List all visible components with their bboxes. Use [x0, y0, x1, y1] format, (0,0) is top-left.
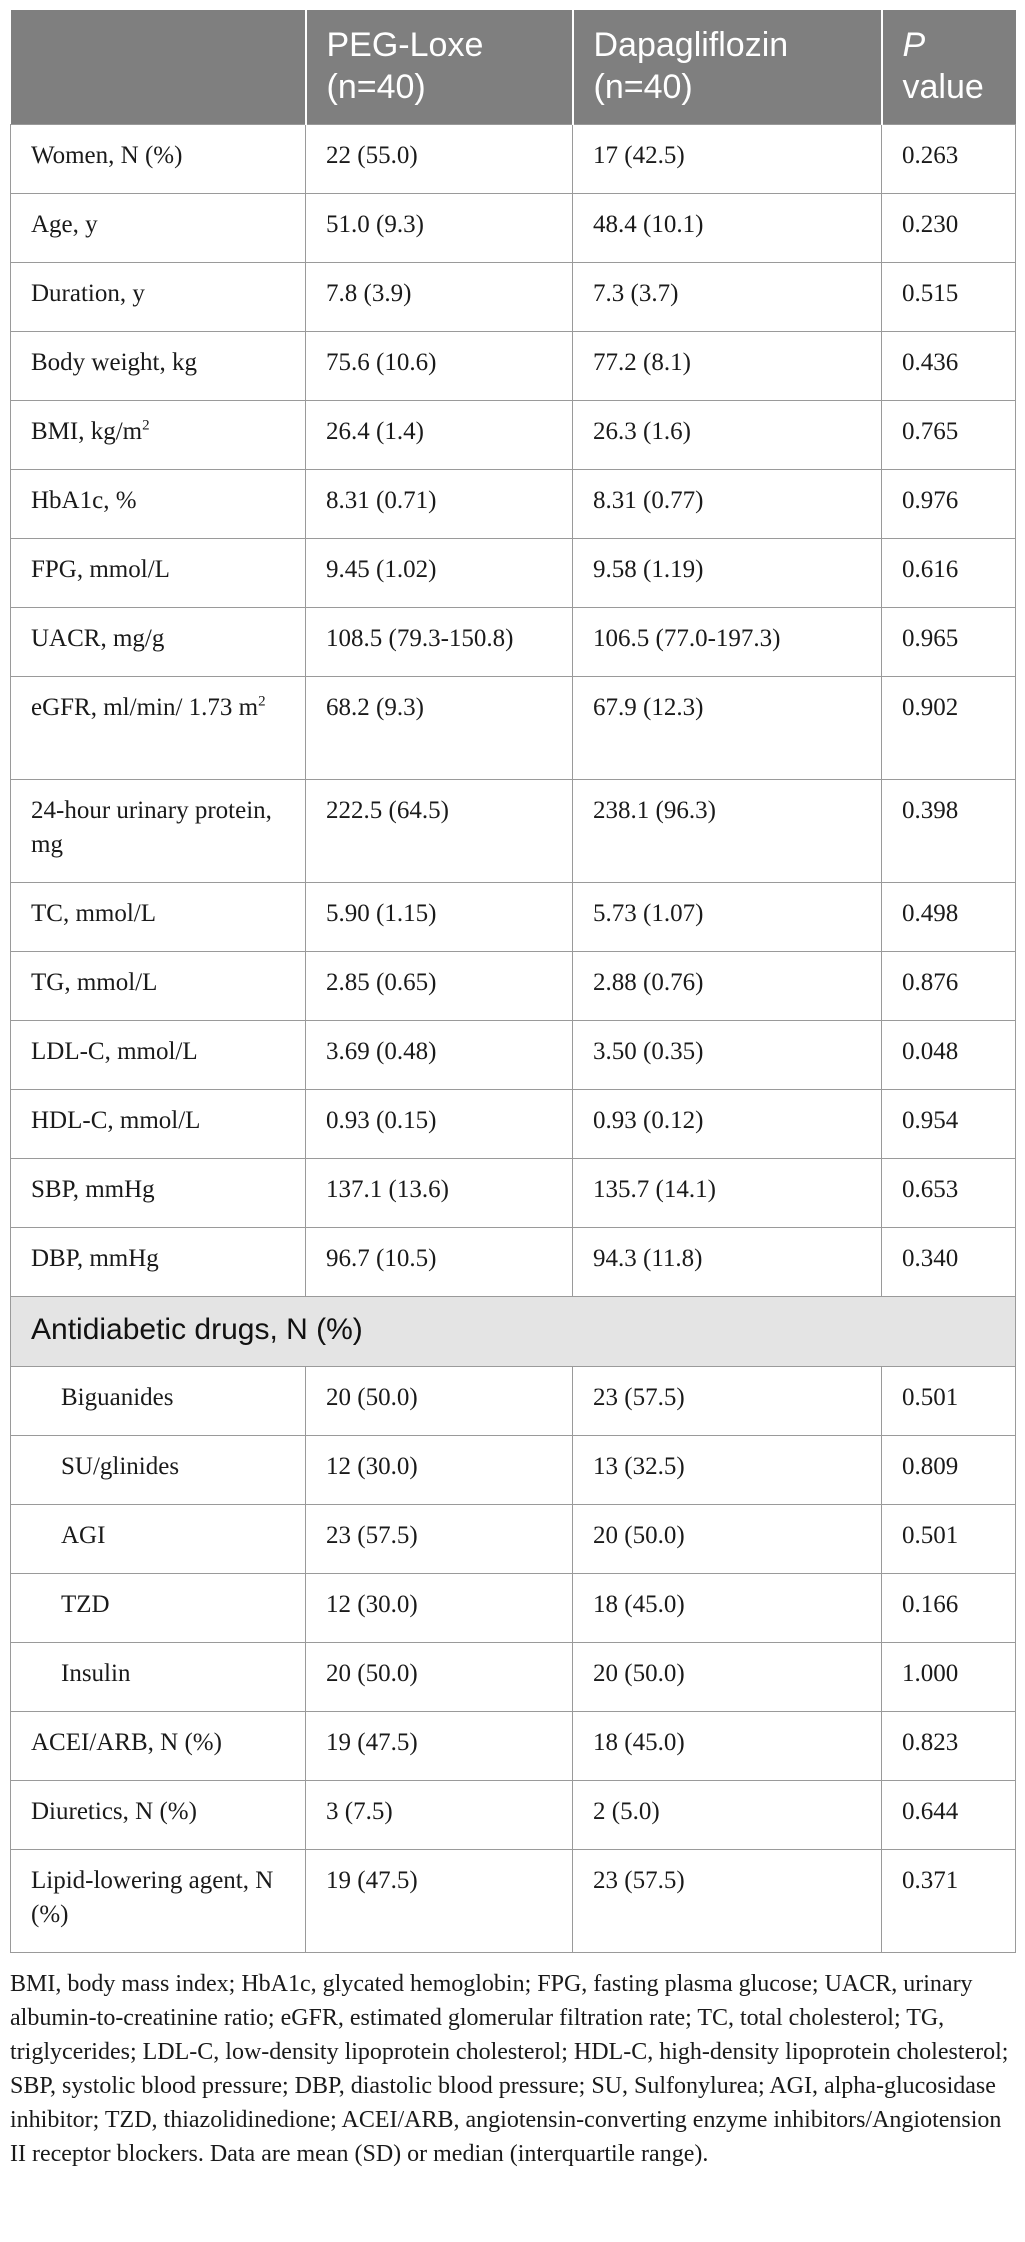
- p-value: 0.048: [882, 1021, 1016, 1090]
- table-container: [10, 10, 1015, 2171]
- dapagliflozin-value: 7.3 (3.7): [573, 263, 882, 332]
- p-value: 0.398: [882, 780, 1016, 883]
- header-p-italic: P: [902, 26, 926, 64]
- table-row: [11, 677, 1016, 780]
- table-row: [11, 608, 1016, 677]
- row-label: [11, 401, 306, 470]
- row-label: [11, 332, 306, 401]
- row-label-text: ACEI/ARB, N (%): [31, 1729, 222, 1756]
- p-value: 0.340: [882, 1228, 1016, 1297]
- p-value: 0.515: [882, 263, 1016, 332]
- peg-loxe-value: 19 (47.5): [306, 1850, 573, 1953]
- row-label-text: FPG, mmol/L: [31, 556, 170, 583]
- p-value: 0.954: [882, 1090, 1016, 1159]
- table-row: [11, 1712, 1016, 1781]
- peg-loxe-value: 222.5 (64.5): [306, 780, 573, 883]
- peg-loxe-value: 26.4 (1.4): [306, 401, 573, 470]
- p-value: 0.501: [882, 1367, 1016, 1436]
- p-value: 0.809: [882, 1436, 1016, 1505]
- table-row: [11, 1505, 1016, 1574]
- peg-loxe-value: 19 (47.5): [306, 1712, 573, 1781]
- row-label: [11, 125, 306, 194]
- peg-loxe-value: 68.2 (9.3): [306, 677, 573, 780]
- table-row: [11, 1228, 1016, 1297]
- table-row: [11, 263, 1016, 332]
- table-row: [11, 1090, 1016, 1159]
- table-body: [11, 125, 1016, 1953]
- dapagliflozin-value: 2.88 (0.76): [573, 952, 882, 1021]
- section-label: Antidiabetic drugs, N (%): [11, 1297, 1016, 1367]
- p-value: 0.501: [882, 1505, 1016, 1574]
- p-value: 0.436: [882, 332, 1016, 401]
- table-row: [11, 1367, 1016, 1436]
- table-row: [11, 780, 1016, 883]
- table-row: [11, 1643, 1016, 1712]
- row-label-text: Duration, y: [31, 280, 145, 307]
- p-value: 0.230: [882, 194, 1016, 263]
- row-label-text: TC, mmol/L: [31, 900, 156, 927]
- row-label-text: BMI, kg/m: [31, 418, 143, 445]
- section-row-antidiabetic-drugs: [11, 1297, 1016, 1367]
- table-row: [11, 952, 1016, 1021]
- header-peg-loxe: PEG-Loxe (n=40): [306, 10, 573, 125]
- p-value: 0.765: [882, 401, 1016, 470]
- row-label: [11, 194, 306, 263]
- header-dapagliflozin: Dapagliflozin (n=40): [573, 10, 882, 125]
- row-label: [11, 263, 306, 332]
- row-label-text: AGI: [61, 1522, 106, 1549]
- dapagliflozin-value: 23 (57.5): [573, 1367, 882, 1436]
- dapagliflozin-value: 0.93 (0.12): [573, 1090, 882, 1159]
- row-label-text: Age, y: [31, 211, 98, 238]
- table-row: [11, 883, 1016, 952]
- row-label: [11, 1228, 306, 1297]
- peg-loxe-value: 20 (50.0): [306, 1367, 573, 1436]
- row-label-text: SBP, mmHg: [31, 1176, 155, 1203]
- dapagliflozin-value: 18 (45.0): [573, 1574, 882, 1643]
- p-value: 0.166: [882, 1574, 1016, 1643]
- peg-loxe-value: 108.5 (79.3-150.8): [306, 608, 573, 677]
- peg-loxe-value: 2.85 (0.65): [306, 952, 573, 1021]
- peg-loxe-value: 9.45 (1.02): [306, 539, 573, 608]
- row-label: [11, 677, 306, 780]
- row-label-text: Biguanides: [61, 1384, 174, 1411]
- table-row: [11, 194, 1016, 263]
- p-value: 0.263: [882, 125, 1016, 194]
- row-label: [11, 1436, 306, 1505]
- row-label: [11, 1850, 306, 1953]
- row-label: [11, 780, 306, 883]
- row-label: [11, 1781, 306, 1850]
- p-value: 0.965: [882, 608, 1016, 677]
- header-variable: [11, 10, 306, 125]
- row-label: [11, 1367, 306, 1436]
- p-value: 0.653: [882, 1159, 1016, 1228]
- table-row: [11, 125, 1016, 194]
- dapagliflozin-value: 8.31 (0.77): [573, 470, 882, 539]
- peg-loxe-value: 96.7 (10.5): [306, 1228, 573, 1297]
- dapagliflozin-value: 20 (50.0): [573, 1505, 882, 1574]
- row-label: [11, 1643, 306, 1712]
- table-row: [11, 1159, 1016, 1228]
- peg-loxe-value: 20 (50.0): [306, 1643, 573, 1712]
- p-value: 0.823: [882, 1712, 1016, 1781]
- table-row: [11, 1781, 1016, 1850]
- header-p-rest: value: [902, 68, 984, 106]
- dapagliflozin-value: 135.7 (14.1): [573, 1159, 882, 1228]
- dapagliflozin-value: 18 (45.0): [573, 1712, 882, 1781]
- dapagliflozin-value: 67.9 (12.3): [573, 677, 882, 780]
- p-value: 0.976: [882, 470, 1016, 539]
- peg-loxe-value: 51.0 (9.3): [306, 194, 573, 263]
- row-label-text: UACR, mg/g: [31, 625, 165, 652]
- table-row: [11, 401, 1016, 470]
- row-label-text: eGFR, ml/min/ 1.73 m: [31, 694, 259, 721]
- dapagliflozin-value: 9.58 (1.19): [573, 539, 882, 608]
- peg-loxe-value: 137.1 (13.6): [306, 1159, 573, 1228]
- baseline-characteristics-table: [10, 10, 1016, 1953]
- header-p-value: [882, 10, 1016, 125]
- dapagliflozin-value: 20 (50.0): [573, 1643, 882, 1712]
- row-label-text: SU/glinides: [61, 1453, 180, 1480]
- table-row: [11, 1574, 1016, 1643]
- dapagliflozin-value: 5.73 (1.07): [573, 883, 882, 952]
- row-label-text: Women, N (%): [31, 142, 183, 169]
- row-label-text: DBP, mmHg: [31, 1245, 159, 1272]
- dapagliflozin-value: 17 (42.5): [573, 125, 882, 194]
- row-label: [11, 1090, 306, 1159]
- p-value: 0.876: [882, 952, 1016, 1021]
- row-label-text: TZD: [61, 1591, 110, 1618]
- p-value: 0.371: [882, 1850, 1016, 1953]
- peg-loxe-value: 8.31 (0.71): [306, 470, 573, 539]
- dapagliflozin-value: 77.2 (8.1): [573, 332, 882, 401]
- table-row: [11, 1021, 1016, 1090]
- p-value: 0.902: [882, 677, 1016, 780]
- table-footnote: BMI, body mass index; HbA1c, glycated hemoglobin; FPG, fasting plasma glucose; UACR, urinary albumin-to-creatinine ratio; eGFR, estimated glomerular filtration rate; TC, total cholesterol; TG, triglycerides; LDL-C, low-density lipoprotein cholesterol; HDL-C, high-density lipoprotein cholesterol; SBP, systolic blood pressure; DBP, diastolic blood pressure; SU, Sulfonylurea; AGI, alpha-glucosidase inhibitor; TZD, thiazolidinedione; ACEI/ARB, angiotensin-converting enzyme inhibitors/Angiotension II receptor blockers. Data are mean (SD) or median (interquartile range).: [10, 1971, 1009, 2167]
- row-label-superscript: 2: [142, 417, 150, 434]
- table-row: [11, 1850, 1016, 1953]
- row-label-text: Lipid-lowering agent, N (%): [31, 1867, 274, 1928]
- peg-loxe-value: 5.90 (1.15): [306, 883, 573, 952]
- row-label-text: LDL-C, mmol/L: [31, 1038, 198, 1065]
- row-label-text: Diuretics, N (%): [31, 1798, 197, 1825]
- peg-loxe-value: 22 (55.0): [306, 125, 573, 194]
- p-value: 0.616: [882, 539, 1016, 608]
- table-row: [11, 470, 1016, 539]
- dapagliflozin-value: 48.4 (10.1): [573, 194, 882, 263]
- dapagliflozin-value: 238.1 (96.3): [573, 780, 882, 883]
- row-label: [11, 1021, 306, 1090]
- dapagliflozin-value: 13 (32.5): [573, 1436, 882, 1505]
- table-row: [11, 539, 1016, 608]
- row-label-superscript: 2: [258, 693, 266, 710]
- row-label: [11, 883, 306, 952]
- row-label-text: Body weight, kg: [31, 349, 197, 376]
- peg-loxe-value: 0.93 (0.15): [306, 1090, 573, 1159]
- dapagliflozin-value: 26.3 (1.6): [573, 401, 882, 470]
- row-label: [11, 1712, 306, 1781]
- row-label-text: 24-hour urinary protein, mg: [31, 797, 272, 858]
- peg-loxe-value: 12 (30.0): [306, 1574, 573, 1643]
- row-label: [11, 1159, 306, 1228]
- row-label-text: TG, mmol/L: [31, 969, 158, 996]
- p-value: 0.644: [882, 1781, 1016, 1850]
- row-label: [11, 539, 306, 608]
- peg-loxe-value: 75.6 (10.6): [306, 332, 573, 401]
- peg-loxe-value: 12 (30.0): [306, 1436, 573, 1505]
- peg-loxe-value: 23 (57.5): [306, 1505, 573, 1574]
- dapagliflozin-value: 3.50 (0.35): [573, 1021, 882, 1090]
- peg-loxe-value: 3 (7.5): [306, 1781, 573, 1850]
- p-value: 1.000: [882, 1643, 1016, 1712]
- row-label: [11, 1574, 306, 1643]
- peg-loxe-value: 3.69 (0.48): [306, 1021, 573, 1090]
- table-row: [11, 332, 1016, 401]
- row-label-text: Insulin: [61, 1660, 131, 1687]
- dapagliflozin-value: 106.5 (77.0-197.3): [573, 608, 882, 677]
- header-row: [11, 10, 1016, 125]
- row-label: [11, 608, 306, 677]
- dapagliflozin-value: 94.3 (11.8): [573, 1228, 882, 1297]
- row-label-text: HbA1c, %: [31, 487, 137, 514]
- row-label: [11, 470, 306, 539]
- table-row: [11, 1436, 1016, 1505]
- row-label-text: HDL-C, mmol/L: [31, 1107, 201, 1134]
- dapagliflozin-value: 2 (5.0): [573, 1781, 882, 1850]
- dapagliflozin-value: 23 (57.5): [573, 1850, 882, 1953]
- p-value: 0.498: [882, 883, 1016, 952]
- peg-loxe-value: 7.8 (3.9): [306, 263, 573, 332]
- row-label: [11, 1505, 306, 1574]
- row-label: [11, 952, 306, 1021]
